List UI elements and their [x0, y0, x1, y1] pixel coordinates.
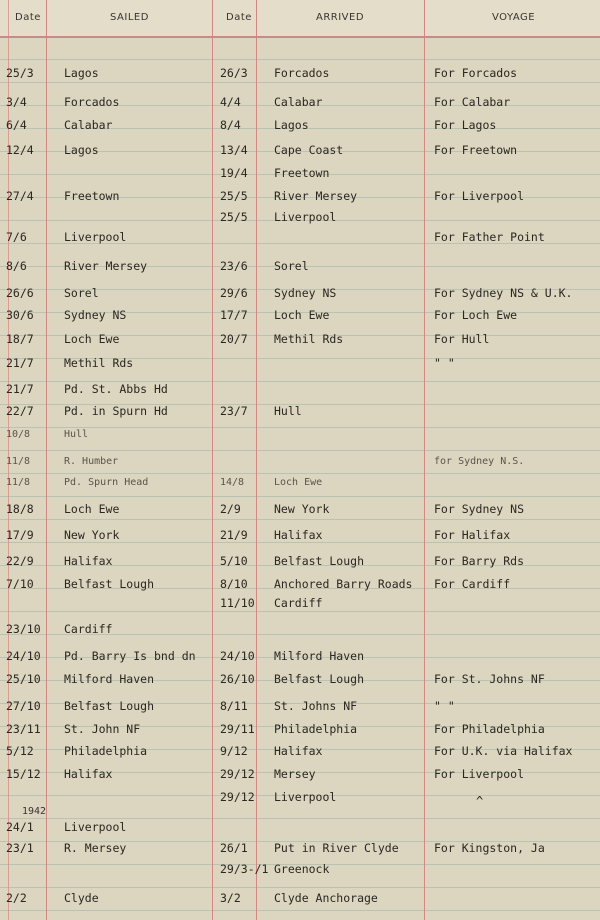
- sailed-date: 26/6: [6, 286, 34, 300]
- voyage: For U.K. via Halifax: [434, 744, 573, 758]
- table-row: [0, 284, 600, 302]
- table-row: [0, 116, 600, 134]
- sailed-port: R. Humber: [64, 456, 119, 467]
- arrived-date: 21/9: [220, 528, 248, 542]
- arrived-date: 29/3-/1: [220, 862, 269, 876]
- arrived-port: Liverpool: [274, 210, 337, 224]
- sailed-port: St. John NF: [64, 722, 141, 736]
- sailed-date: 22/7: [6, 404, 34, 418]
- arrived-port: Lagos: [274, 118, 309, 132]
- arrived-port: Clyde Anchorage: [274, 891, 378, 905]
- sailed-date: 7/10: [6, 577, 34, 591]
- arrived-date: 9/12: [220, 744, 248, 758]
- sailed-date: 12/4: [6, 143, 34, 157]
- sailed-port: Halifax: [64, 767, 113, 781]
- sailed-date: 18/7: [6, 332, 34, 346]
- table-row: [0, 141, 600, 159]
- voyage: For Hull: [434, 332, 490, 346]
- arrived-port: Loch Ewe: [274, 308, 330, 322]
- table-row: [0, 330, 600, 348]
- voyage: For Liverpool: [434, 767, 525, 781]
- header-date-arrived: Date: [226, 12, 252, 23]
- table-row: [0, 552, 600, 570]
- sailed-port: Liverpool: [64, 230, 127, 244]
- sailed-port: New York: [64, 528, 120, 542]
- arrived-date: 23/7: [220, 404, 248, 418]
- sailed-port: Lagos: [64, 66, 99, 80]
- sailed-port: Liverpool: [64, 820, 127, 834]
- sailed-date: 23/11: [6, 722, 41, 736]
- sailed-port: R. Mersey: [64, 841, 127, 855]
- sailed-date: 17/9: [6, 528, 34, 542]
- arrived-port: Anchored Barry Roads: [274, 577, 413, 591]
- arrived-date: 14/8: [220, 477, 245, 488]
- arrived-port: Belfast Lough: [274, 672, 365, 686]
- arrived-port: Halifax: [274, 528, 323, 542]
- table-row: [0, 257, 600, 275]
- sailed-port: Loch Ewe: [64, 502, 120, 516]
- table-row: [0, 500, 600, 518]
- arrived-date: 29/11: [220, 722, 255, 736]
- sailed-port: Calabar: [64, 118, 113, 132]
- arrived-date: 26/1: [220, 841, 248, 855]
- voyage: For Philadelphia: [434, 722, 545, 736]
- arrived-port: Cape Coast: [274, 143, 344, 157]
- header-voyage: VOYAGE: [492, 12, 536, 23]
- arrived-date: 2/9: [220, 502, 241, 516]
- arrived-date: 8/11: [220, 699, 248, 713]
- arrived-port: Halifax: [274, 744, 323, 758]
- sailed-port: Sydney NS: [64, 308, 127, 322]
- arrived-date: 8/10: [220, 577, 248, 591]
- table-row: [0, 306, 600, 324]
- table-row: [0, 426, 600, 444]
- sailed-port: Lagos: [64, 143, 99, 157]
- arrived-port: Sorel: [274, 259, 309, 273]
- arrived-port: Forcados: [274, 66, 330, 80]
- sailed-date: 25/3: [6, 66, 34, 80]
- header-date-sailed: Date: [15, 12, 41, 23]
- sailed-date: 27/4: [6, 189, 34, 203]
- voyage: For Freetown: [434, 143, 518, 157]
- table-row: [0, 575, 600, 593]
- table-row: [0, 697, 600, 715]
- arrived-port: Put in River Clyde: [274, 841, 399, 855]
- table-row: [0, 228, 600, 246]
- sailed-date: 21/7: [6, 382, 34, 396]
- arrived-date: 23/6: [220, 259, 248, 273]
- table-row: [0, 720, 600, 738]
- voyage: For Lagos: [434, 118, 497, 132]
- sailed-date: 27/10: [6, 699, 41, 713]
- voyage: For Loch Ewe: [434, 308, 518, 322]
- arrived-date: 4/4: [220, 95, 241, 109]
- sailed-port: Forcados: [64, 95, 120, 109]
- sailed-date: 23/10: [6, 622, 41, 636]
- sailed-port: Methil Rds: [64, 356, 134, 370]
- arrived-date: 29/6: [220, 286, 248, 300]
- table-row: [0, 164, 600, 182]
- voyage: For Cardiff: [434, 577, 511, 591]
- arrived-port: Hull: [274, 404, 302, 418]
- voyage: For Kingston, Ja: [434, 841, 545, 855]
- sailed-port: Pd. St. Abbs Hd: [64, 382, 168, 396]
- arrived-date: 13/4: [220, 143, 248, 157]
- voyage: for Sydney N.S.: [434, 456, 525, 467]
- table-row: [0, 187, 600, 205]
- table-row: [0, 380, 600, 398]
- arrived-date: 17/7: [220, 308, 248, 322]
- arrived-date: 29/12: [220, 767, 255, 781]
- sailed-port: Hull: [64, 429, 89, 440]
- arrived-date: 25/5: [220, 189, 248, 203]
- table-row: [0, 620, 600, 638]
- sailed-date: 21/7: [6, 356, 34, 370]
- sailed-port: Pd. Spurn Head: [64, 477, 149, 488]
- sailed-port: Belfast Lough: [64, 577, 155, 591]
- arrived-date: 20/7: [220, 332, 248, 346]
- voyage: For Father Point: [434, 230, 545, 244]
- table-row: [0, 208, 600, 226]
- sailed-date: 22/9: [6, 554, 34, 568]
- sailed-port: Pd. Barry Is bnd dn: [64, 649, 196, 663]
- table-row: [0, 64, 600, 82]
- sailed-date: 6/4: [6, 118, 27, 132]
- sailed-port: Pd. in Spurn Hd: [64, 404, 168, 418]
- voyage: " ": [434, 699, 455, 713]
- arrived-date: 26/3: [220, 66, 248, 80]
- arrived-port: Belfast Lough: [274, 554, 365, 568]
- arrived-port: Methil Rds: [274, 332, 344, 346]
- arrived-port: St. Johns NF: [274, 699, 358, 713]
- voyage: For Sydney NS & U.K.: [434, 286, 573, 300]
- voyage: For Forcados: [434, 66, 518, 80]
- caret-mark: ^: [476, 794, 484, 808]
- arrived-port: Sydney NS: [274, 286, 337, 300]
- arrived-port: Philadelphia: [274, 722, 358, 736]
- arrived-date: 5/10: [220, 554, 248, 568]
- sailed-date: 15/12: [6, 767, 41, 781]
- sailed-port: Halifax: [64, 554, 113, 568]
- header-arrived: ARRIVED: [316, 12, 365, 23]
- sailed-port: Milford Haven: [64, 672, 155, 686]
- arrived-port: Loch Ewe: [274, 477, 323, 488]
- table-row: [0, 818, 600, 836]
- table-row: [0, 453, 600, 471]
- arrived-port: Liverpool: [274, 790, 337, 804]
- table-row: [0, 647, 600, 665]
- header-sailed: SAILED: [110, 12, 149, 23]
- arrived-date: 11/10: [220, 596, 255, 610]
- table-row: [0, 354, 600, 372]
- voyage: For Halifax: [434, 528, 511, 542]
- sailed-date: 24/1: [6, 820, 34, 834]
- arrived-port: Cardiff: [274, 596, 323, 610]
- arrived-date: 26/10: [220, 672, 255, 686]
- arrived-port: River Mersey: [274, 189, 358, 203]
- sailed-date: 8/6: [6, 259, 27, 273]
- sailed-port: Philadelphia: [64, 744, 148, 758]
- table-row: [0, 526, 600, 544]
- sailed-port: Clyde: [64, 891, 99, 905]
- arrived-date: 29/12: [220, 790, 255, 804]
- table-row: [0, 860, 600, 878]
- sailed-date: 23/1: [6, 841, 34, 855]
- arrived-date: 19/4: [220, 166, 248, 180]
- sailed-date: 11/8: [6, 477, 31, 488]
- table-row: [0, 742, 600, 760]
- table-header: [0, 0, 600, 38]
- sailed-date: 24/10: [6, 649, 41, 663]
- arrived-port: Mersey: [274, 767, 316, 781]
- sailed-date: 25/10: [6, 672, 41, 686]
- arrived-date: 24/10: [220, 649, 255, 663]
- voyage: For Liverpool: [434, 189, 525, 203]
- table-row: [0, 93, 600, 111]
- sailed-date: 30/6: [6, 308, 34, 322]
- voyage: For Calabar: [434, 95, 511, 109]
- sailed-date: 10/8: [6, 429, 31, 440]
- sailed-port: Cardiff: [64, 622, 113, 636]
- table-row: [0, 839, 600, 857]
- arrived-date: 8/4: [220, 118, 241, 132]
- arrived-port: Freetown: [274, 166, 330, 180]
- arrived-port: Calabar: [274, 95, 323, 109]
- arrived-date: 25/5: [220, 210, 248, 224]
- table-row: [0, 474, 600, 492]
- sailed-date: 5/12: [6, 744, 34, 758]
- sailed-port: River Mersey: [64, 259, 148, 273]
- table-row: [0, 889, 600, 907]
- table-row: [0, 594, 600, 612]
- voyage: For Sydney NS: [434, 502, 525, 516]
- voyage: For Barry Rds: [434, 554, 525, 568]
- arrived-port: New York: [274, 502, 330, 516]
- sailed-port: Loch Ewe: [64, 332, 120, 346]
- table-row: [0, 788, 600, 806]
- year-note: 1942: [22, 806, 47, 817]
- sailed-date: 18/8: [6, 502, 34, 516]
- sailed-port: Belfast Lough: [64, 699, 155, 713]
- sailed-date: 2/2: [6, 891, 27, 905]
- table-row: [0, 402, 600, 420]
- arrived-date: 3/2: [220, 891, 241, 905]
- table-row: [0, 765, 600, 783]
- sailed-date: 11/8: [6, 456, 31, 467]
- sailed-port: Freetown: [64, 189, 120, 203]
- table-row: [0, 670, 600, 688]
- arrived-port: Greenock: [274, 862, 330, 876]
- sailed-port: Sorel: [64, 286, 99, 300]
- sailed-date: 7/6: [6, 230, 27, 244]
- arrived-port: Milford Haven: [274, 649, 365, 663]
- sailed-date: 3/4: [6, 95, 27, 109]
- voyage: " ": [434, 356, 455, 370]
- voyage: For St. Johns NF: [434, 672, 545, 686]
